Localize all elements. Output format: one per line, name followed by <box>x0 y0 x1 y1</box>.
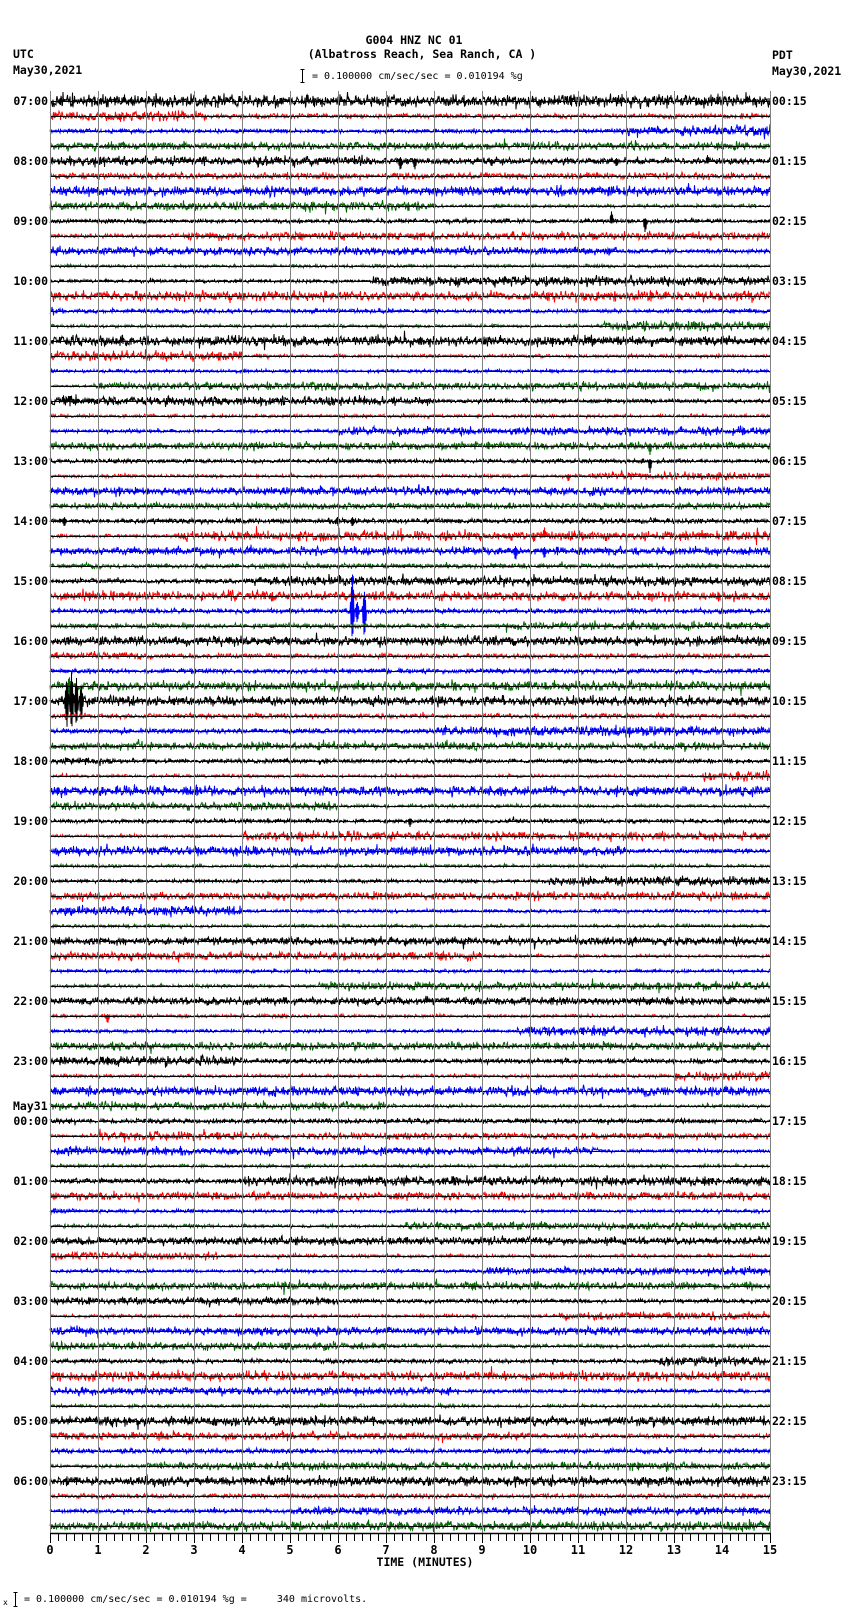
x-tick-label: 1 <box>94 1543 102 1557</box>
seismic-trace <box>50 1014 770 1023</box>
pdt-hour-label: 04:15 <box>772 334 807 348</box>
seismic-trace <box>50 139 770 152</box>
footer-scale-bar-icon <box>14 1593 18 1607</box>
x-tick-label: 5 <box>286 1543 294 1557</box>
seismic-trace <box>50 231 770 242</box>
pdt-hour-label: 12:15 <box>772 814 807 828</box>
seismic-trace <box>50 1519 770 1532</box>
utc-hour-label: 10:00 <box>13 274 48 288</box>
seismic-trace <box>50 978 770 993</box>
x-tick-label: 14 <box>714 1543 730 1557</box>
utc-hour-label: 23:00 <box>13 1054 48 1068</box>
footer-scale-text: = 0.100000 cm/sec/sec = 0.010194 %g = 340 microvolts. <box>24 1594 368 1605</box>
utc-hour-label: 14:00 <box>13 514 48 528</box>
pdt-hour-label: 18:15 <box>772 1174 807 1188</box>
utc-hour-label: 15:00 <box>13 574 48 588</box>
utc-hour-label: 21:00 <box>13 934 48 948</box>
seismic-trace <box>50 394 770 407</box>
seismic-trace <box>50 1311 770 1321</box>
seismic-trace <box>50 1145 770 1159</box>
date-change-label: May31 <box>13 1099 48 1113</box>
pdt-hour-label: 00:15 <box>772 94 807 108</box>
scale-label: = 0.100000 cm/sec/sec = 0.010194 %g <box>312 71 523 82</box>
seismic-trace <box>50 1447 770 1454</box>
seismic-trace <box>50 484 770 497</box>
pdt-hour-label: 23:15 <box>772 1474 807 1488</box>
utc-hour-label: 19:00 <box>13 814 48 828</box>
pdt-hour-label: 09:15 <box>772 634 807 648</box>
seismic-trace <box>50 1460 770 1472</box>
seismic-trace <box>50 801 770 811</box>
seismic-trace <box>50 471 770 481</box>
utc-hour-label: 01:00 <box>13 1174 48 1188</box>
seismic-trace <box>50 183 770 197</box>
left-timezone: UTC <box>13 47 34 61</box>
utc-hour-label: 09:00 <box>13 214 48 228</box>
seismic-trace <box>50 651 770 659</box>
x-tick-label: 2 <box>142 1543 150 1557</box>
pdt-hour-label: 07:15 <box>772 514 807 528</box>
footer-prefix: x <box>3 1598 8 1607</box>
pdt-hour-label: 21:15 <box>772 1354 807 1368</box>
seismic-trace <box>50 200 770 214</box>
x-tick-label: 0 <box>46 1543 54 1557</box>
utc-hour-label: 12:00 <box>13 394 48 408</box>
right-date: May30,2021 <box>772 64 842 78</box>
x-tick-label: 15 <box>762 1543 778 1557</box>
seismic-trace <box>50 844 770 858</box>
x-axis-title: TIME (MINUTES) <box>376 1555 474 1569</box>
x-tick-label: 11 <box>570 1543 586 1557</box>
pdt-hour-label: 03:15 <box>772 274 807 288</box>
pdt-hour-label: 01:15 <box>772 154 807 168</box>
utc-hour-label: 13:00 <box>13 454 48 468</box>
seismic-trace <box>50 349 770 362</box>
x-tick-label: 12 <box>618 1543 634 1557</box>
seismic-trace <box>50 633 770 648</box>
utc-hour-label: 05:00 <box>13 1414 48 1428</box>
pdt-hour-label: 11:15 <box>772 754 807 768</box>
seismic-trace <box>50 92 770 109</box>
utc-hour-label: 17:00 <box>13 694 48 708</box>
seismic-trace <box>50 574 770 588</box>
seismic-trace <box>50 369 770 374</box>
seismic-trace <box>50 904 770 917</box>
seismic-trace <box>50 526 770 545</box>
seismic-trace <box>50 1366 770 1382</box>
x-tick-label: 10 <box>522 1543 538 1557</box>
utc-hour-label: 08:00 <box>13 154 48 168</box>
utc-hour-label: 11:00 <box>13 334 48 348</box>
x-tick-label: 9 <box>478 1543 486 1557</box>
pdt-hour-label: 05:15 <box>772 394 807 408</box>
station-title: G004 HNZ NC 01 <box>365 33 463 47</box>
seismic-trace <box>50 739 770 752</box>
utc-hour-label: 04:00 <box>13 1354 48 1368</box>
pdt-hour-label: 08:15 <box>772 574 807 588</box>
seismic-trace <box>50 1041 770 1054</box>
station-location: (Albatross Reach, Sea Ranch, CA ) <box>307 47 537 61</box>
trace-baselines <box>50 102 770 1527</box>
x-tick-label: 3 <box>190 1543 198 1557</box>
right-timezone: PDT <box>772 48 793 62</box>
seismic-trace <box>50 996 770 1006</box>
utc-hour-label: 07:00 <box>13 94 48 108</box>
seismic-trace <box>50 545 770 560</box>
time-axis <box>50 1533 771 1543</box>
seismic-trace <box>50 1415 770 1430</box>
pdt-hour-label: 17:15 <box>772 1114 807 1128</box>
pdt-hour-label: 15:15 <box>772 994 807 1008</box>
scale-bar-icon <box>301 70 305 83</box>
pdt-hour-label: 10:15 <box>772 694 807 708</box>
pdt-hour-label: 06:15 <box>772 454 807 468</box>
utc-hour-label: 16:00 <box>13 634 48 648</box>
pdt-hour-label: 14:15 <box>772 934 807 948</box>
seismic-trace <box>50 1236 770 1247</box>
seismic-trace <box>50 458 770 473</box>
pdt-hour-label: 22:15 <box>772 1414 807 1428</box>
left-date: May30,2021 <box>13 63 83 77</box>
x-tick-label: 6 <box>334 1543 342 1557</box>
utc-hour-label: 02:00 <box>13 1234 48 1248</box>
seismic-trace <box>50 1100 770 1111</box>
seismic-trace <box>50 770 770 782</box>
x-tick-label: 8 <box>430 1543 438 1557</box>
pdt-hour-label: 16:15 <box>772 1054 807 1068</box>
seismic-trace <box>50 155 770 170</box>
utc-hour-label: 22:00 <box>13 994 48 1008</box>
seismic-trace <box>50 1404 770 1408</box>
seismic-trace <box>50 589 770 603</box>
utc-hour-label: 20:00 <box>13 874 48 888</box>
seismic-trace <box>50 502 770 511</box>
seismic-trace <box>50 562 770 570</box>
pdt-hour-label: 13:15 <box>772 874 807 888</box>
utc-hour-label: 06:00 <box>13 1474 48 1488</box>
x-tick-label: 4 <box>238 1543 246 1557</box>
pdt-hour-label: 02:15 <box>772 214 807 228</box>
x-tick-label: 13 <box>666 1543 682 1557</box>
utc-hour-label: 18:00 <box>13 754 48 768</box>
seismic-trace <box>50 441 770 455</box>
seismic-trace <box>50 331 770 350</box>
x-tick-label: 7 <box>382 1543 390 1557</box>
pdt-hour-label: 20:15 <box>772 1294 807 1308</box>
utc-hour-label: 00:00 <box>13 1114 48 1128</box>
seismic-trace <box>50 968 770 973</box>
seismic-trace <box>50 1129 770 1143</box>
utc-hour-label: 03:00 <box>13 1294 48 1308</box>
seismic-trace <box>50 935 770 950</box>
seismic-trace <box>50 1505 770 1516</box>
pdt-hour-label: 19:15 <box>772 1234 807 1248</box>
